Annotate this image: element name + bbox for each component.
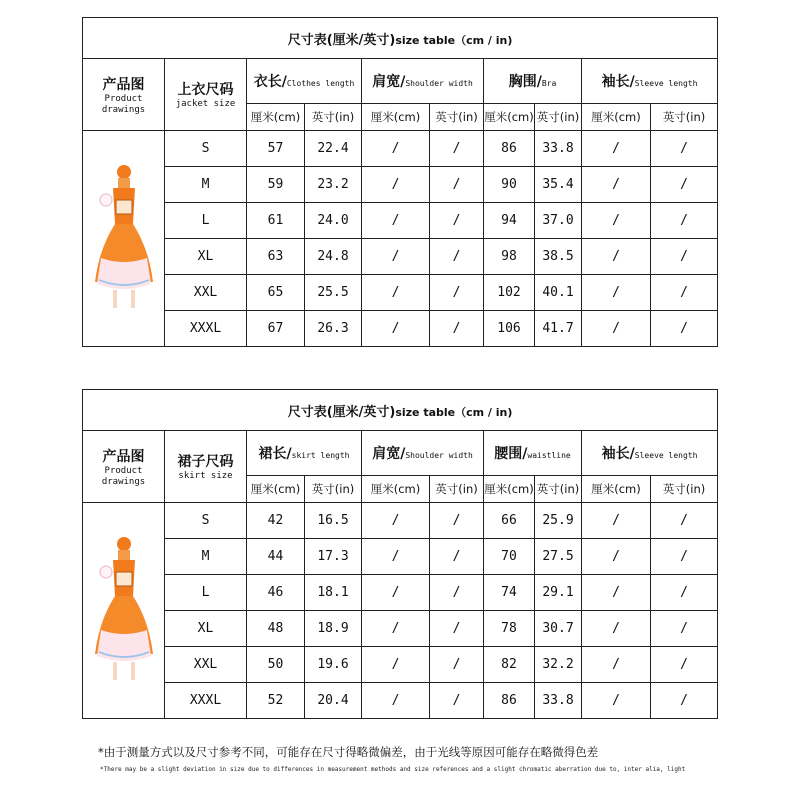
- value-cell: 48: [247, 611, 305, 647]
- size-label: 上衣尺码 jacket size: [165, 59, 247, 131]
- value-cell: /: [651, 239, 718, 275]
- value-cell: /: [582, 311, 651, 347]
- dress-illustration: [89, 526, 159, 696]
- value-cell: 59: [247, 167, 305, 203]
- table-row: [83, 131, 718, 167]
- value-cell: /: [582, 167, 651, 203]
- table-row: [83, 311, 718, 347]
- product-image: [83, 131, 165, 347]
- value-cell: 78: [484, 611, 535, 647]
- table-row: [83, 539, 718, 575]
- unit-cm: 厘米(cm): [247, 476, 305, 503]
- unit-in: 英寸(in): [651, 104, 718, 131]
- value-cell: /: [430, 167, 484, 203]
- value-cell: /: [582, 275, 651, 311]
- value-cell: 24.8: [305, 239, 362, 275]
- value-cell: /: [430, 539, 484, 575]
- table-row: [83, 647, 718, 683]
- column-header-sleeve-length: 袖长/Sleeve length: [582, 59, 718, 104]
- value-cell: /: [430, 611, 484, 647]
- value-cell: 37.0: [535, 203, 582, 239]
- dress-illustration: [89, 154, 159, 324]
- value-cell: /: [651, 311, 718, 347]
- value-cell: /: [582, 611, 651, 647]
- size-cell: XXL: [165, 275, 247, 311]
- table-row: [83, 503, 718, 539]
- photo-label: 产品图 Product drawings: [83, 59, 165, 131]
- table-row: [83, 203, 718, 239]
- value-cell: /: [582, 575, 651, 611]
- value-cell: 46: [247, 575, 305, 611]
- value-cell: 16.5: [305, 503, 362, 539]
- value-cell: 52: [247, 683, 305, 719]
- size-cell: XXXL: [165, 311, 247, 347]
- photo-label: 产品图 Product drawings: [83, 431, 165, 503]
- value-cell: 25.5: [305, 275, 362, 311]
- footnote-zh: *由于测量方式以及尺寸参考不同，可能存在尺寸得略微偏差，由于光线等原因可能存在略微得色差: [98, 745, 599, 759]
- value-cell: /: [582, 203, 651, 239]
- value-cell: /: [651, 275, 718, 311]
- column-header-bust: 胸围/Bra: [484, 59, 582, 104]
- value-cell: 86: [484, 683, 535, 719]
- value-cell: 22.4: [305, 131, 362, 167]
- value-cell: /: [582, 503, 651, 539]
- value-cell: 44: [247, 539, 305, 575]
- column-header-shoulder-width: 肩宽/Shoulder width: [362, 59, 484, 104]
- value-cell: /: [430, 131, 484, 167]
- value-cell: /: [362, 239, 430, 275]
- value-cell: /: [362, 539, 430, 575]
- value-cell: /: [362, 647, 430, 683]
- size-cell: M: [165, 539, 247, 575]
- value-cell: 18.1: [305, 575, 362, 611]
- value-cell: 18.9: [305, 611, 362, 647]
- size-cell: L: [165, 203, 247, 239]
- value-cell: 86: [484, 131, 535, 167]
- unit-in: 英寸(in): [651, 476, 718, 503]
- value-cell: /: [362, 683, 430, 719]
- value-cell: 32.2: [535, 647, 582, 683]
- value-cell: /: [362, 503, 430, 539]
- value-cell: /: [430, 647, 484, 683]
- unit-cm: 厘米(cm): [582, 476, 651, 503]
- value-cell: 66: [484, 503, 535, 539]
- unit-in: 英寸(in): [305, 104, 362, 131]
- value-cell: /: [430, 275, 484, 311]
- unit-cm: 厘米(cm): [362, 476, 430, 503]
- value-cell: 70: [484, 539, 535, 575]
- value-cell: /: [362, 131, 430, 167]
- unit-in: 英寸(in): [305, 476, 362, 503]
- size-cell: XXL: [165, 647, 247, 683]
- table-row: [83, 611, 718, 647]
- column-header-sleeve-length: 袖长/Sleeve length: [582, 431, 718, 476]
- value-cell: 102: [484, 275, 535, 311]
- size-label: 裙子尺码 skirt size: [165, 431, 247, 503]
- size-cell: L: [165, 575, 247, 611]
- value-cell: /: [651, 503, 718, 539]
- value-cell: 40.1: [535, 275, 582, 311]
- size-cell: M: [165, 167, 247, 203]
- column-header-waistline: 腰围/waistline: [484, 431, 582, 476]
- table-row: [83, 683, 718, 719]
- footnote-en: *There may be a slight deviation in size due to differences in measurement methods and size references and a slight chromatic aberration due to, inter alia, light: [100, 766, 686, 773]
- value-cell: /: [651, 203, 718, 239]
- column-header-skirt-length: 裙长/skirt length: [247, 431, 362, 476]
- value-cell: 98: [484, 239, 535, 275]
- value-cell: 20.4: [305, 683, 362, 719]
- value-cell: /: [582, 239, 651, 275]
- value-cell: /: [582, 539, 651, 575]
- value-cell: /: [582, 683, 651, 719]
- unit-in: 英寸(in): [535, 104, 582, 131]
- value-cell: 38.5: [535, 239, 582, 275]
- value-cell: /: [430, 575, 484, 611]
- value-cell: 25.9: [535, 503, 582, 539]
- unit-cm: 厘米(cm): [247, 104, 305, 131]
- table-row: [83, 167, 718, 203]
- value-cell: /: [651, 683, 718, 719]
- value-cell: 27.5: [535, 539, 582, 575]
- value-cell: /: [430, 683, 484, 719]
- value-cell: /: [362, 611, 430, 647]
- value-cell: /: [651, 167, 718, 203]
- value-cell: 74: [484, 575, 535, 611]
- size-cell: S: [165, 503, 247, 539]
- value-cell: 67: [247, 311, 305, 347]
- value-cell: /: [430, 203, 484, 239]
- value-cell: /: [582, 647, 651, 683]
- value-cell: 30.7: [535, 611, 582, 647]
- value-cell: 82: [484, 647, 535, 683]
- size-table-jacket: [82, 17, 718, 347]
- column-header-clothes-length: 衣长/Clothes length: [247, 59, 362, 104]
- value-cell: 26.3: [305, 311, 362, 347]
- product-image: [83, 503, 165, 719]
- table-row: [83, 575, 718, 611]
- value-cell: 63: [247, 239, 305, 275]
- value-cell: /: [651, 647, 718, 683]
- unit-cm: 厘米(cm): [484, 476, 535, 503]
- size-cell: XXXL: [165, 683, 247, 719]
- value-cell: /: [362, 203, 430, 239]
- value-cell: 106: [484, 311, 535, 347]
- unit-cm: 厘米(cm): [484, 104, 535, 131]
- value-cell: /: [651, 611, 718, 647]
- value-cell: 50: [247, 647, 305, 683]
- table-title: 尺寸表(厘米/英寸)size table（cm / in): [83, 18, 718, 59]
- value-cell: 41.7: [535, 311, 582, 347]
- value-cell: /: [430, 503, 484, 539]
- table-title: 尺寸表(厘米/英寸)size table（cm / in): [83, 390, 718, 431]
- value-cell: 65: [247, 275, 305, 311]
- value-cell: 94: [484, 203, 535, 239]
- value-cell: 24.0: [305, 203, 362, 239]
- unit-in: 英寸(in): [430, 104, 484, 131]
- value-cell: 17.3: [305, 539, 362, 575]
- value-cell: /: [430, 239, 484, 275]
- value-cell: /: [362, 311, 430, 347]
- table-row: [83, 239, 718, 275]
- value-cell: 29.1: [535, 575, 582, 611]
- value-cell: /: [651, 131, 718, 167]
- value-cell: 57: [247, 131, 305, 167]
- unit-cm: 厘米(cm): [582, 104, 651, 131]
- size-cell: S: [165, 131, 247, 167]
- value-cell: /: [362, 167, 430, 203]
- table-row: [83, 275, 718, 311]
- size-table-skirt: [82, 389, 718, 719]
- column-header-shoulder-width: 肩宽/Shoulder width: [362, 431, 484, 476]
- size-cell: XL: [165, 611, 247, 647]
- value-cell: /: [582, 131, 651, 167]
- value-cell: 35.4: [535, 167, 582, 203]
- value-cell: 42: [247, 503, 305, 539]
- value-cell: /: [430, 311, 484, 347]
- unit-cm: 厘米(cm): [362, 104, 430, 131]
- value-cell: /: [651, 539, 718, 575]
- value-cell: 33.8: [535, 683, 582, 719]
- value-cell: 90: [484, 167, 535, 203]
- value-cell: 33.8: [535, 131, 582, 167]
- value-cell: /: [362, 575, 430, 611]
- value-cell: 19.6: [305, 647, 362, 683]
- value-cell: /: [362, 275, 430, 311]
- size-cell: XL: [165, 239, 247, 275]
- unit-in: 英寸(in): [430, 476, 484, 503]
- value-cell: 61: [247, 203, 305, 239]
- value-cell: /: [651, 575, 718, 611]
- unit-in: 英寸(in): [535, 476, 582, 503]
- value-cell: 23.2: [305, 167, 362, 203]
